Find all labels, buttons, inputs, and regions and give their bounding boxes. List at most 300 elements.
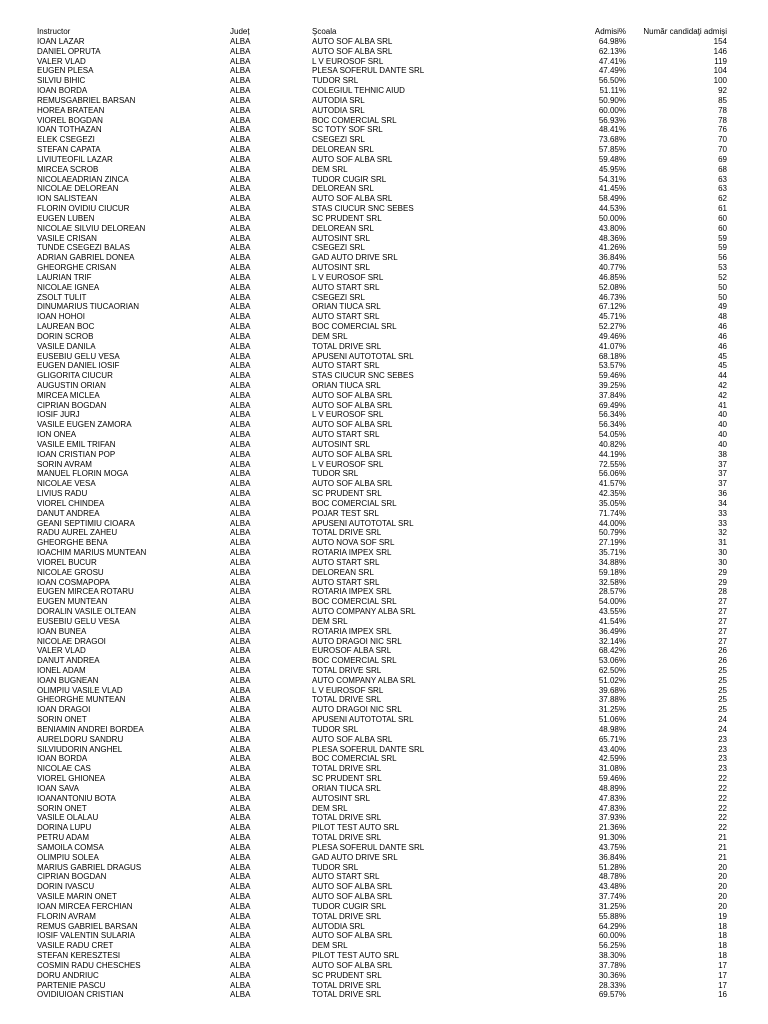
cell-numar-admisi: 85 [718, 95, 727, 105]
cell-scoala: AUTO START SRL [312, 312, 380, 322]
cell-judet: ALBA [230, 636, 251, 646]
cell-numar-admisi: 37 [718, 459, 727, 469]
cell-instructor: IOAN BORDA [37, 754, 88, 764]
cell-scoala: BOC COMERCIAL SRL [312, 754, 397, 764]
cell-admis-percent: 47.83% [598, 793, 626, 803]
cell-judet: ALBA [230, 194, 251, 204]
cell-admis-percent: 39.25% [598, 380, 626, 390]
cell-numar-admisi: 100 [713, 76, 727, 86]
cell-admis-percent: 37.84% [598, 390, 626, 400]
table-row [37, 538, 727, 548]
table-row [37, 420, 727, 430]
cell-instructor: FLORIN AVRAM [37, 911, 96, 921]
cell-scoala: AUTO SOF ALBA SRL [312, 449, 393, 459]
cell-instructor: IOAN DRAGOI [37, 705, 91, 715]
cell-numar-admisi: 44 [718, 371, 727, 381]
cell-scoala: TOTAL DRIVE SRL [312, 833, 382, 843]
cell-judet: ALBA [230, 656, 251, 666]
cell-admis-percent: 47.83% [598, 803, 626, 813]
cell-numar-admisi: 59 [718, 243, 727, 253]
table-row [37, 440, 727, 450]
cell-judet: ALBA [230, 538, 251, 548]
table-row [37, 922, 727, 932]
table-row [37, 165, 727, 175]
cell-numar-admisi: 36 [718, 489, 727, 499]
table-row [37, 804, 727, 814]
cell-judet: ALBA [230, 154, 251, 164]
cell-numar-admisi: 27 [718, 636, 727, 646]
cell-admis-percent: 47.41% [598, 56, 626, 66]
cell-numar-admisi: 20 [718, 862, 727, 872]
cell-instructor: SILVIU BIHIC [37, 76, 86, 86]
cell-instructor: IOAN MIRCEA FERCHIAN [37, 901, 133, 911]
cell-instructor: LIVIUTEOFIL LAZAR [37, 154, 113, 164]
cell-admis-percent: 55.88% [598, 911, 626, 921]
cell-admis-percent: 51.02% [598, 675, 626, 685]
cell-numar-admisi: 25 [718, 666, 727, 675]
cell-judet: ALBA [230, 970, 251, 980]
table-row [37, 568, 727, 578]
table-row [37, 96, 727, 106]
cell-judet: ALBA [230, 272, 251, 282]
cell-admis-percent: 32.58% [598, 577, 626, 587]
cell-scoala: TOTAL DRIVE SRL [312, 990, 382, 1000]
cell-instructor: LIVIUS RADU [37, 489, 88, 499]
table-row [37, 754, 727, 764]
table-row [37, 823, 727, 833]
cell-instructor: MARIUS GABRIEL DRAGUS [37, 862, 142, 872]
cell-scoala: STAS CIUCUR SNC SEBES [312, 371, 414, 381]
cell-instructor: IOSIF VALENTIN SULARIA [37, 931, 136, 941]
cell-scoala: AUTO START SRL [312, 430, 380, 440]
cell-instructor: DINUMARIUS TIUCAORIAN [37, 302, 140, 312]
cell-scoala: CSEGEZI SRL [312, 243, 365, 253]
table-row [37, 509, 727, 519]
cell-numar-admisi: 37 [718, 469, 727, 479]
cell-instructor: SORIN ONET [37, 803, 87, 813]
cell-scoala: AUTO COMPANY ALBA SRL [312, 607, 416, 617]
cell-numar-admisi: 22 [718, 783, 727, 793]
cell-judet: ALBA [230, 734, 251, 744]
cell-numar-admisi: 33 [718, 518, 727, 528]
cell-scoala: PILOT TEST AUTO SRL [312, 951, 399, 961]
cell-admis-percent: 34.88% [598, 557, 626, 567]
cell-judet: ALBA [230, 66, 251, 76]
cell-instructor: GHEORGHE CRISAN [37, 263, 117, 273]
cell-judet: ALBA [230, 164, 251, 174]
cell-numar-admisi: 29 [718, 567, 727, 577]
cell-judet: ALBA [230, 95, 251, 105]
cell-judet: ALBA [230, 921, 251, 931]
cell-admis-percent: 64.29% [598, 921, 626, 931]
table-row [37, 47, 727, 57]
cell-instructor: DORINA LUPU [37, 823, 92, 833]
cell-numar-admisi: 23 [718, 754, 727, 764]
cell-numar-admisi: 62 [718, 194, 727, 204]
cell-admis-percent: 31.25% [598, 901, 626, 911]
cell-admis-percent: 37.74% [598, 892, 626, 902]
cell-scoala: AUTO SOF ALBA SRL [312, 892, 393, 902]
cell-judet: ALBA [230, 793, 251, 803]
cell-instructor: LAURIAN TRIF [37, 272, 92, 282]
cell-admis-percent: 56.06% [598, 469, 626, 479]
cell-scoala: AUTO SOF ALBA SRL [312, 882, 393, 892]
cell-numar-admisi: 27 [718, 616, 727, 626]
cell-judet: ALBA [230, 715, 251, 725]
cell-judet: ALBA [230, 331, 251, 341]
cell-instructor: VASILE EMIL TRIFAN [37, 439, 116, 449]
cell-instructor: DANUT ANDREA [37, 656, 100, 666]
table-row [37, 342, 727, 352]
cell-judet: ALBA [230, 233, 251, 243]
cell-numar-admisi: 22 [718, 793, 727, 803]
cell-scoala: AUTODIA SRL [312, 921, 365, 931]
cell-numar-admisi: 70 [718, 135, 727, 145]
cell-scoala: TOTAL DRIVE SRL [312, 528, 382, 538]
cell-numar-admisi: 60 [718, 223, 727, 233]
cell-judet: ALBA [230, 901, 251, 911]
cell-numar-admisi: 119 [714, 56, 727, 66]
cell-judet: ALBA [230, 607, 251, 617]
cell-numar-admisi: 68 [718, 164, 727, 174]
cell-admis-percent: 69.49% [598, 400, 626, 410]
cell-judet: ALBA [230, 980, 251, 990]
cell-instructor: VIOREL GHIONEA [37, 774, 106, 784]
cell-scoala: ROTARIA IMPEX SRL [312, 548, 392, 558]
cell-judet: ALBA [230, 292, 251, 302]
cell-numar-admisi: 33 [718, 508, 727, 518]
cell-scoala: CSEGEZI SRL [312, 135, 365, 145]
cell-numar-admisi: 21 [718, 852, 727, 862]
cell-instructor: MANUEL FLORIN MOGA [37, 469, 129, 479]
cell-judet: ALBA [230, 302, 251, 312]
cell-instructor: NICOLAE VESA [37, 479, 96, 489]
cell-scoala: ORIAN TIUCA SRL [312, 380, 381, 390]
cell-instructor: NICOLAE DELOREAN [37, 184, 119, 194]
cell-judet: ALBA [230, 852, 251, 862]
cell-instructor: GEANI SEPTIMIU CIOARA [37, 518, 135, 528]
cell-judet: ALBA [230, 774, 251, 784]
table-row [37, 637, 727, 647]
cell-numar-admisi: 32 [718, 528, 727, 538]
cell-judet: ALBA [230, 115, 251, 125]
cell-judet: ALBA [230, 449, 251, 459]
cell-admis-percent: 68.42% [598, 646, 626, 656]
cell-admis-percent: 48.98% [598, 724, 626, 734]
cell-admis-percent: 67.12% [598, 302, 626, 312]
cell-instructor: NICOLAE IGNEA [37, 282, 100, 292]
table-row [37, 666, 727, 676]
cell-instructor: VASILE DANILA [37, 341, 96, 351]
cell-admis-percent: 41.54% [598, 616, 626, 626]
cell-instructor: TUNDE CSEGEZI BALAS [37, 243, 130, 253]
cell-scoala: GAD AUTO DRIVE SRL [312, 253, 398, 263]
cell-instructor: OLIMPIU VASILE VLAD [37, 685, 123, 695]
cell-scoala: TOTAL DRIVE SRL [312, 666, 382, 675]
cell-scoala: SC TOTY SOF SRL [312, 125, 383, 135]
cell-scoala: CSEGEZI SRL [312, 292, 365, 302]
cell-numar-admisi: 21 [718, 833, 727, 843]
cell-instructor: SAMOILA COMSA [37, 842, 104, 852]
cell-admis-percent: 41.57% [598, 479, 626, 489]
header-instructor: Instructor [37, 27, 71, 36]
cell-judet: ALBA [230, 951, 251, 961]
cell-judet: ALBA [230, 892, 251, 902]
cell-scoala: SC PRUDENT SRL [312, 489, 382, 499]
cell-numar-admisi: 40 [718, 439, 727, 449]
cell-judet: ALBA [230, 577, 251, 587]
cell-scoala: AUTO SOF ALBA SRL [312, 390, 393, 400]
cell-scoala: AUTO COMPANY ALBA SRL [312, 675, 416, 685]
cell-admis-percent: 30.36% [598, 970, 626, 980]
table-row [37, 833, 727, 843]
cell-admis-percent: 54.31% [598, 174, 626, 184]
cell-instructor: IOACHIM MARIUS MUNTEAN [37, 548, 147, 558]
cell-instructor: RADU AUREL ZAHEU [37, 528, 118, 538]
cell-instructor: DORIN SCROB [37, 331, 94, 341]
cell-judet: ALBA [230, 528, 251, 538]
cell-scoala: DEM SRL [312, 941, 348, 951]
cell-instructor: BENIAMIN ANDREI BORDEA [37, 724, 144, 734]
table-row [37, 745, 727, 755]
cell-instructor: VIOREL BUCUR [37, 557, 97, 567]
table-row [37, 469, 727, 479]
cell-admis-percent: 68.18% [598, 351, 626, 361]
cell-judet: ALBA [230, 184, 251, 194]
cell-numar-admisi: 20 [718, 882, 727, 892]
table-row [37, 410, 727, 420]
cell-instructor: IOAN BUNEA [37, 626, 87, 636]
cell-numar-admisi: 78 [718, 115, 727, 125]
cell-scoala: BOC COMERCIAL SRL [312, 597, 397, 607]
cell-admis-percent: 41.45% [598, 184, 626, 194]
cell-numar-admisi: 46 [718, 331, 727, 341]
cell-scoala: TUDOR CUGIR SRL [312, 174, 387, 184]
cell-numar-admisi: 29 [718, 577, 727, 587]
table-header [37, 27, 727, 37]
cell-admis-percent: 28.57% [598, 587, 626, 597]
cell-admis-percent: 59.48% [598, 154, 626, 164]
cell-instructor: STEFAN KERESZTESI [37, 951, 121, 961]
cell-numar-admisi: 25 [718, 685, 727, 695]
cell-numar-admisi: 63 [718, 174, 727, 184]
cell-judet: ALBA [230, 990, 251, 1000]
cell-numar-admisi: 45 [718, 351, 727, 361]
cell-numar-admisi: 46 [718, 322, 727, 332]
table-row [37, 155, 727, 165]
cell-scoala: SC PRUDENT SRL [312, 774, 382, 784]
cell-numar-admisi: 78 [718, 105, 727, 115]
cell-instructor: VASILE OLALAU [37, 813, 99, 823]
cell-judet: ALBA [230, 813, 251, 823]
table-row [37, 794, 727, 804]
cell-numar-admisi: 21 [718, 842, 727, 852]
table-row [37, 961, 727, 971]
cell-scoala: TUDOR CUGIR SRL [312, 901, 387, 911]
cell-scoala: AUTO START SRL [312, 361, 380, 371]
cell-judet: ALBA [230, 724, 251, 734]
cell-numar-admisi: 50 [718, 292, 727, 302]
cell-instructor: LAUREAN BOC [37, 322, 95, 332]
cell-scoala: SC PRUDENT SRL [312, 213, 382, 223]
cell-instructor: DANIEL OPRUTA [37, 46, 101, 56]
cell-admis-percent: 37.88% [598, 695, 626, 705]
cell-admis-percent: 51.28% [598, 862, 626, 872]
cell-scoala: PILOT TEST AUTO SRL [312, 823, 399, 833]
cell-numar-admisi: 22 [718, 774, 727, 784]
cell-judet: ALBA [230, 489, 251, 499]
cell-scoala: AUTO SOF ALBA SRL [312, 734, 393, 744]
table-row [37, 617, 727, 627]
cell-instructor: GHEORGHE MUNTEAN [37, 695, 126, 705]
cell-instructor: IOAN SAVA [37, 783, 79, 793]
cell-admis-percent: 49.46% [598, 331, 626, 341]
cell-scoala: TOTAL DRIVE SRL [312, 980, 382, 990]
table-row [37, 125, 727, 135]
header-judet: Județ [230, 27, 250, 36]
cell-instructor: DORU ANDRIUC [37, 970, 99, 980]
cell-numar-admisi: 52 [718, 272, 727, 282]
table-row [37, 312, 727, 322]
cell-numar-admisi: 53 [718, 263, 727, 273]
cell-admis-percent: 42.59% [598, 754, 626, 764]
cell-scoala: BOC COMERCIAL SRL [312, 115, 397, 125]
cell-numar-admisi: 18 [718, 921, 727, 931]
cell-admis-percent: 36.49% [598, 626, 626, 636]
cell-admis-percent: 35.71% [598, 548, 626, 558]
cell-judet: ALBA [230, 754, 251, 764]
cell-admis-percent: 73.68% [598, 135, 626, 145]
cell-judet: ALBA [230, 498, 251, 508]
cell-admis-percent: 39.68% [598, 685, 626, 695]
cell-numar-admisi: 76 [718, 125, 727, 135]
table-row [37, 519, 727, 529]
cell-scoala: ROTARIA IMPEX SRL [312, 587, 392, 597]
cell-admis-percent: 48.36% [598, 233, 626, 243]
cell-scoala: DEM SRL [312, 331, 348, 341]
cell-instructor: GLIGORITA CIUCUR [37, 371, 113, 381]
cell-admis-percent: 62.50% [598, 666, 626, 675]
cell-numar-admisi: 19 [718, 911, 727, 921]
cell-judet: ALBA [230, 105, 251, 115]
cell-judet: ALBA [230, 390, 251, 400]
table-row [37, 234, 727, 244]
cell-numar-admisi: 146 [713, 46, 727, 56]
cell-judet: ALBA [230, 135, 251, 145]
cell-instructor: ADRIAN GABRIEL DONEA [37, 253, 135, 263]
cell-instructor: PARTENIE PASCU [37, 980, 106, 990]
cell-numar-admisi: 48 [718, 312, 727, 322]
table-row [37, 607, 727, 617]
cell-scoala: AUTOSINT SRL [312, 793, 370, 803]
cell-admis-percent: 41.07% [598, 341, 626, 351]
cell-scoala: TUDOR SRL [312, 76, 359, 86]
table-row [37, 116, 727, 126]
cell-instructor: HOREA BRATEAN [37, 105, 105, 115]
cell-numar-admisi: 60 [718, 213, 727, 223]
cell-numar-admisi: 50 [718, 282, 727, 292]
cell-scoala: AUTO SOF ALBA SRL [312, 37, 393, 46]
cell-admis-percent: 59.46% [598, 371, 626, 381]
cell-admis-percent: 65.71% [598, 734, 626, 744]
cell-admis-percent: 46.85% [598, 272, 626, 282]
cell-instructor: DANUT ANDREA [37, 508, 100, 518]
cell-instructor: VALER VLAD [37, 56, 86, 66]
cell-scoala: TOTAL DRIVE SRL [312, 813, 382, 823]
table-row [37, 695, 727, 705]
cell-judet: ALBA [230, 46, 251, 56]
cell-instructor: EUGEN LUBEN [37, 213, 95, 223]
table-row [37, 587, 727, 597]
cell-admis-percent: 56.25% [598, 941, 626, 951]
header-scoala: Şcoala [312, 27, 337, 36]
cell-admis-percent: 51.11% [599, 86, 626, 96]
cell-judet: ALBA [230, 37, 251, 46]
cell-scoala: SC PRUDENT SRL [312, 970, 382, 980]
cell-numar-admisi: 18 [718, 931, 727, 941]
table-row [37, 224, 727, 234]
cell-numar-admisi: 27 [718, 597, 727, 607]
cell-judet: ALBA [230, 833, 251, 843]
table-row [37, 135, 727, 145]
cell-instructor: DORALIN VASILE OLTEAN [37, 607, 136, 617]
cell-numar-admisi: 23 [718, 734, 727, 744]
cell-numar-admisi: 27 [718, 607, 727, 617]
table-row [37, 371, 727, 381]
cell-judet: ALBA [230, 253, 251, 263]
cell-scoala: AUTO SOF ALBA SRL [312, 420, 393, 430]
cell-judet: ALBA [230, 341, 251, 351]
cell-judet: ALBA [230, 548, 251, 558]
cell-numar-admisi: 104 [713, 66, 727, 76]
cell-judet: ALBA [230, 56, 251, 66]
cell-judet: ALBA [230, 371, 251, 381]
cell-judet: ALBA [230, 931, 251, 941]
cell-instructor: IOAN HOHOI [37, 312, 86, 322]
table-row [37, 204, 727, 214]
cell-instructor: IOAN LAZAR [37, 37, 85, 46]
cell-numar-admisi: 63 [718, 184, 727, 194]
cell-admis-percent: 71.74% [598, 508, 626, 518]
table-row [37, 479, 727, 489]
cell-judet: ALBA [230, 823, 251, 833]
table-row [37, 273, 727, 283]
cell-scoala: TOTAL DRIVE SRL [312, 695, 382, 705]
cell-scoala: AUTO SOF ALBA SRL [312, 400, 393, 410]
cell-judet: ALBA [230, 675, 251, 685]
table-row [37, 66, 727, 76]
cell-admis-percent: 54.00% [598, 597, 626, 607]
cell-numar-admisi: 92 [718, 86, 727, 96]
cell-admis-percent: 42.35% [598, 489, 626, 499]
cell-judet: ALBA [230, 322, 251, 332]
cell-admis-percent: 60.00% [598, 931, 626, 941]
cell-instructor: AURELDORU SANDRU [37, 734, 124, 744]
cell-numar-admisi: 23 [718, 744, 727, 754]
table-row [37, 293, 727, 303]
cell-judet: ALBA [230, 400, 251, 410]
cell-judet: ALBA [230, 705, 251, 715]
cell-admis-percent: 57.85% [598, 145, 626, 155]
cell-instructor: EUGEN MUNTEAN [37, 597, 108, 607]
cell-scoala: EUROSOF ALBA SRL [312, 646, 392, 656]
cell-admis-percent: 43.80% [598, 223, 626, 233]
cell-numar-admisi: 40 [718, 410, 727, 420]
cell-admis-percent: 40.77% [598, 263, 626, 273]
cell-scoala: AUTO DRAGOI NIC SRL [312, 636, 402, 646]
cell-judet: ALBA [230, 685, 251, 695]
cell-instructor: IOSIF JURJ [37, 410, 80, 420]
